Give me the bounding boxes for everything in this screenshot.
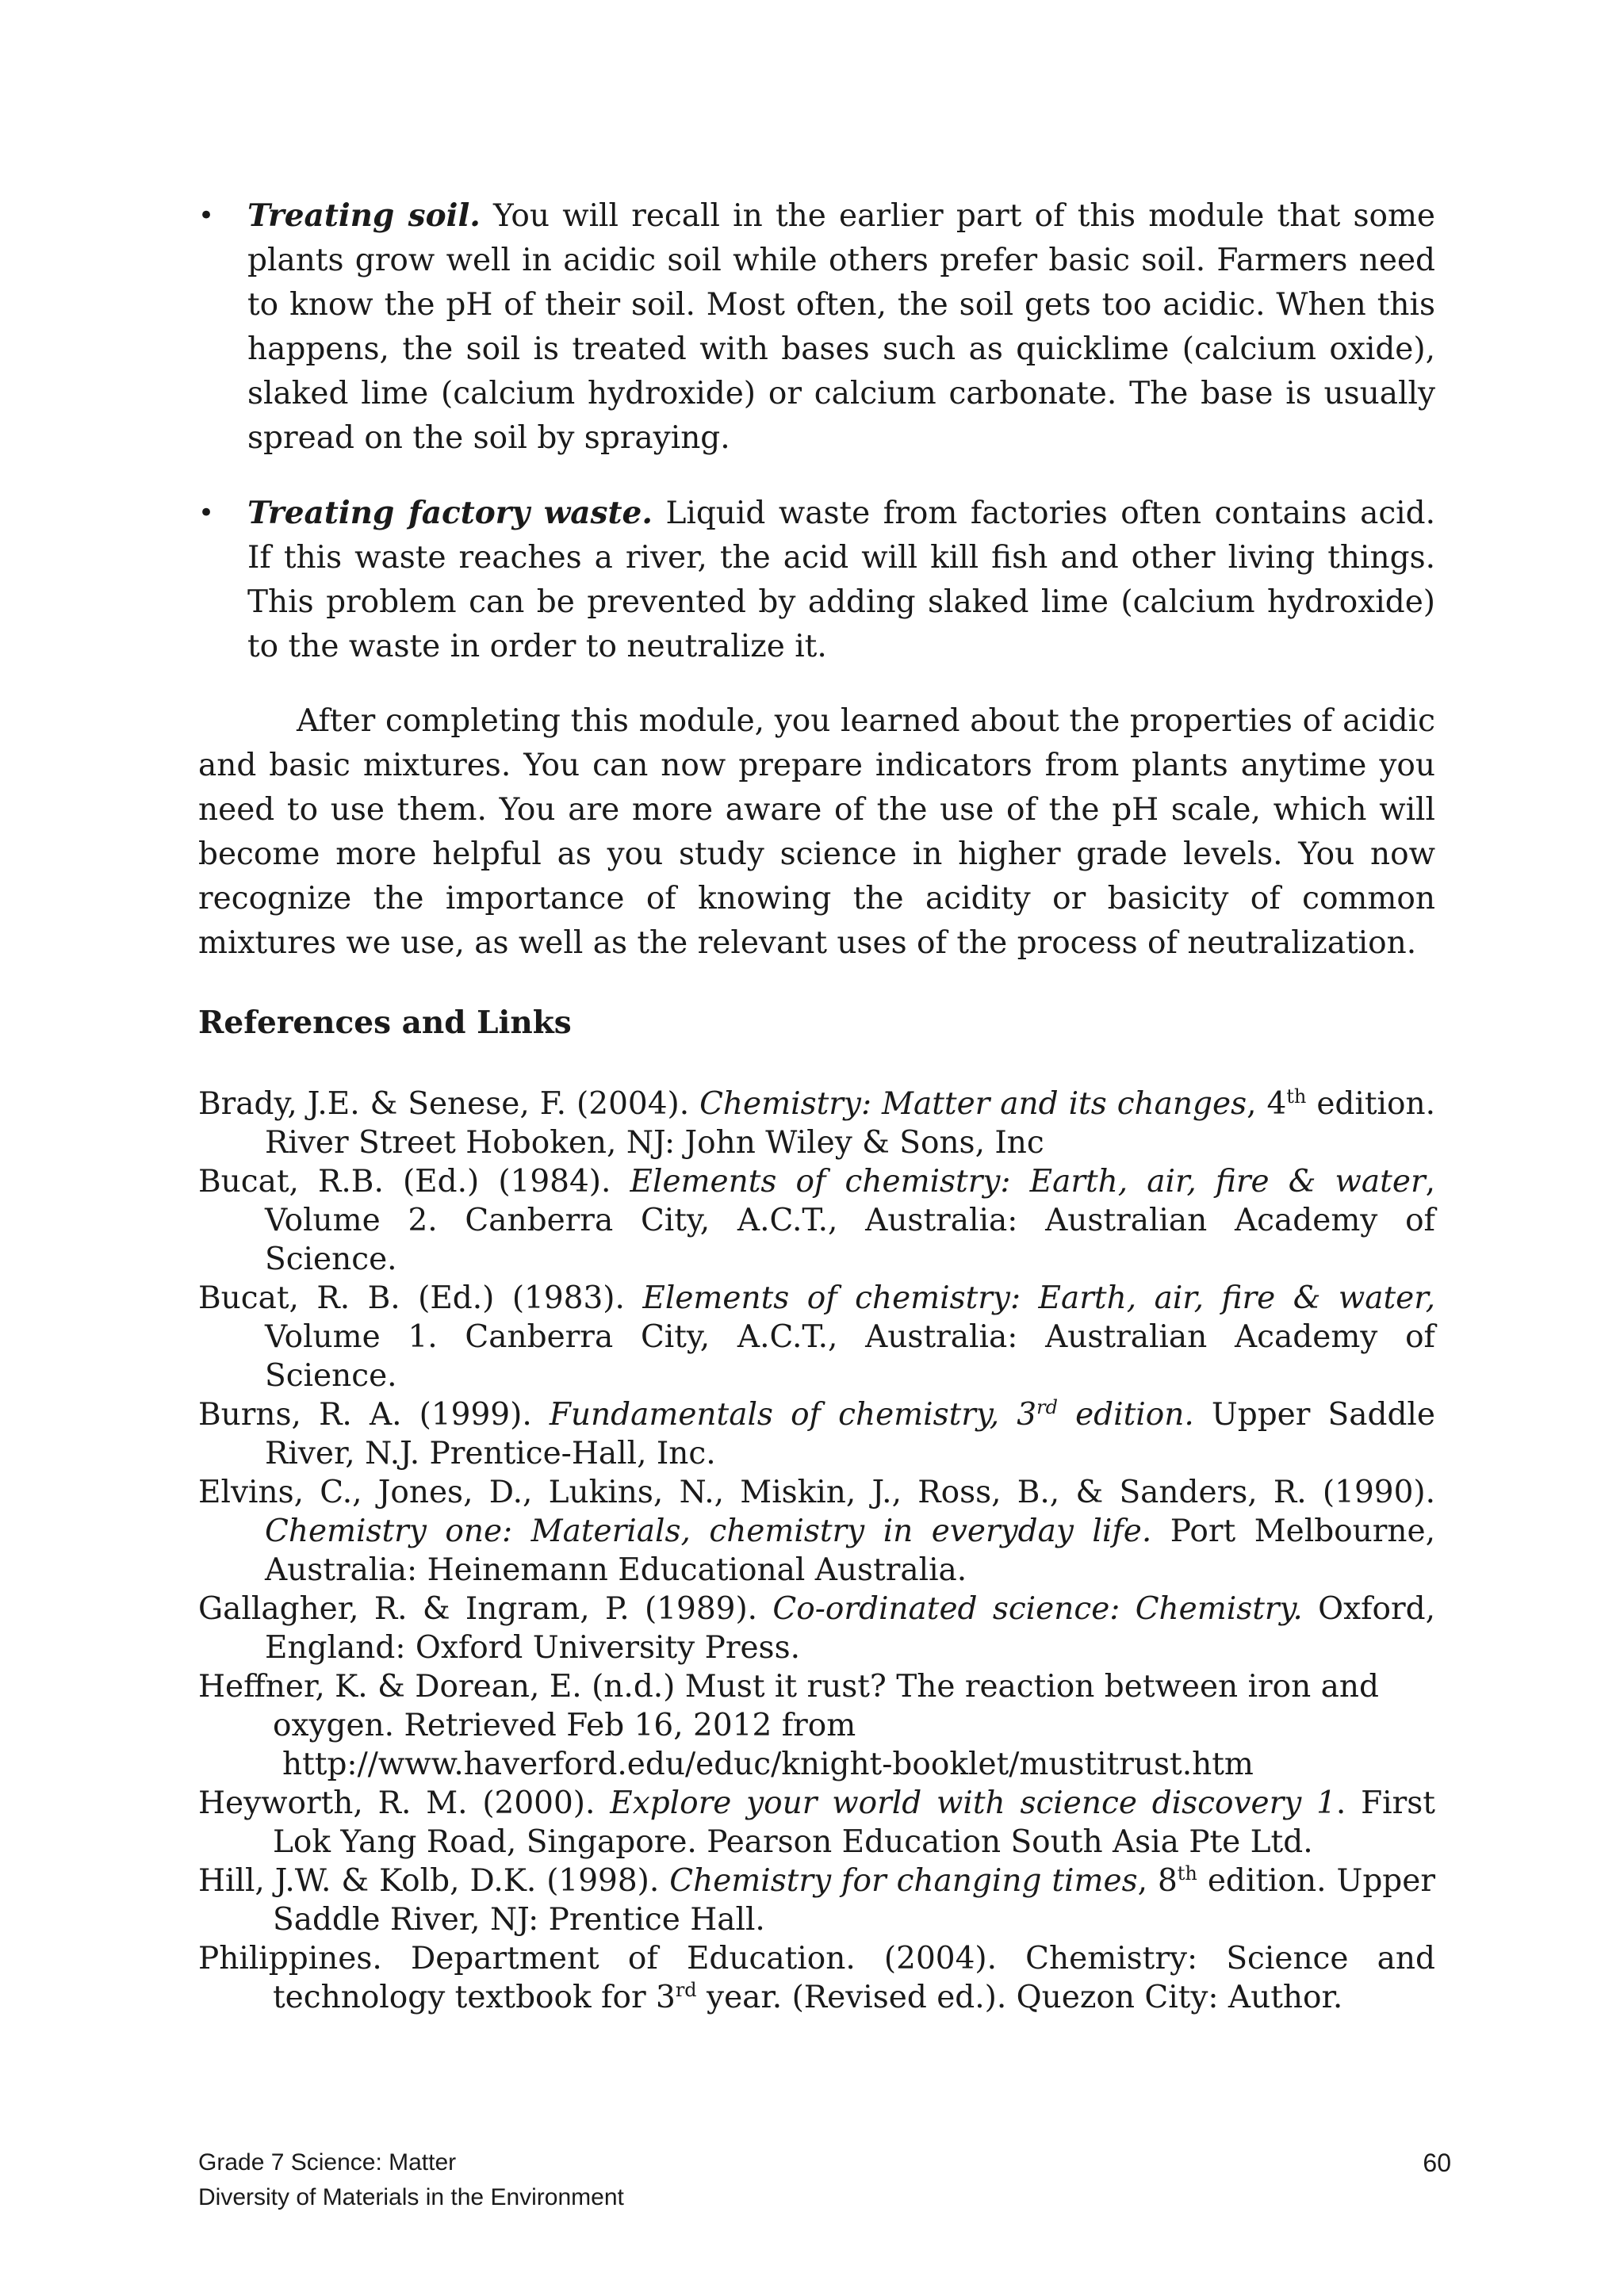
reference-authors: Heyworth, R. M. (2000). <box>198 1785 611 1821</box>
reference-authors: Burns, R. A. (1999). <box>198 1397 550 1433</box>
reference-item <box>198 1667 1435 1784</box>
reference-publisher: Oxford, England: Oxford University Press. <box>265 1591 1435 1666</box>
reference-publisher: , Volume 2. Canberra City, A.C.T., Australia: Australian Academy of Science. <box>265 1164 1435 1277</box>
reference-item <box>198 1395 1435 1473</box>
reference-item <box>198 1939 1435 2017</box>
reference-publisher: . First Lok Yang Road, Singapore. Pearson Education South Asia Pte Ltd. <box>273 1785 1435 1860</box>
reference-publisher: Upper Saddle River, N.J. Prentice-Hall, Inc. <box>265 1397 1435 1471</box>
reference-title: Fundamentals of chemistry, 3 <box>549 1397 1037 1433</box>
reference-superscript: th <box>1177 1862 1197 1885</box>
reference-item <box>198 1473 1435 1590</box>
footer-left <box>198 2145 624 2215</box>
reference-edition: , 4 <box>1247 1086 1287 1122</box>
reference-superscript: rd <box>675 1979 697 2001</box>
reference-title: Elements of chemistry: Earth, air, fire & water, <box>642 1280 1436 1316</box>
bullet-item <box>198 491 1435 669</box>
footer-course-title: Grade 7 Science: Matter <box>198 2149 457 2175</box>
bullet-text: Liquid waste from factories often contains acid. If this waste reaches a river, the acid will kill fish and other living things. This problem can be prevented by adding slaked lime (calcium hydroxide) to the waste in order to neutralize it. <box>247 496 1435 664</box>
reference-authors: Elvins, C., Jones, D., Lukins, N., Miskin, J., Ross, B., & Sanders, R. (1990). <box>198 1475 1435 1510</box>
reference-url: http://www.haverford.edu/educ/knight-booklet/mustitrust.htm <box>282 1747 1254 1782</box>
page-number: 60 <box>1423 2149 1451 2177</box>
reference-item <box>198 1085 1435 1162</box>
page-body <box>198 193 1435 2017</box>
bullet-icon: • <box>198 497 215 529</box>
reference-superscript: rd <box>1036 1396 1058 1418</box>
reference-authors: Brady, J.E. & Senese, F. (2004). <box>198 1086 700 1122</box>
reference-publisher: edition. Upper Saddle River, NJ: Prentice Hall. <box>273 1863 1435 1938</box>
reference-title: Chemistry for changing times <box>669 1863 1138 1899</box>
reference-item <box>198 1279 1435 1395</box>
reference-publisher: Volume 1. Canberra City, A.C.T., Australia: Australian Academy of Science. <box>265 1319 1435 1394</box>
bullet-item <box>198 193 1435 461</box>
summary-paragraph: After completing this module, you learned about the properties of acidic and basic mixtures. You can now prepare indicators from plants anytime you need to use them. You are more aware of the use of the pH scale, which will become more helpful as you study science in higher grade levels. You now recognize the importance of knowing the acidity or basicity of common mixtures we use, as well as the relevant uses of the process of neutralization. <box>198 703 1435 961</box>
reference-authors: Philippines. Department of Education. (2004). Chemistry: Science and technology textbook for 3 <box>198 1941 1435 2015</box>
reference-authors: Gallagher, R. & Ingram, P. (1989). <box>198 1591 773 1627</box>
reference-authors: Hill, J.W. & Kolb, D.K. (1998). <box>198 1863 670 1899</box>
reference-superscript: th <box>1286 1085 1307 1108</box>
reference-publisher: Port Melbourne, Australia: Heinemann Educational Australia. <box>265 1513 1435 1588</box>
reference-title: Explore your world with science discovery 1 <box>610 1785 1336 1821</box>
reference-item <box>198 1590 1435 1667</box>
reference-item <box>198 1784 1435 1862</box>
bullet-list <box>198 193 1435 669</box>
reference-item <box>198 1862 1435 1939</box>
reference-publisher: edition. River Street Hoboken, NJ: John Wiley & Sons, Inc <box>265 1086 1436 1161</box>
reference-title: Chemistry: Matter and its changes <box>699 1086 1247 1122</box>
reference-title: Co-ordinated science: Chemistry. <box>772 1591 1303 1627</box>
bullet-text: You will recall in the earlier part of this module that some plants grow well in acidic soil while others prefer basic soil. Farmers need to know the pH of their soil. Most often, the soil gets too acidic. When this happens, the soil is treated with bases such as quicklime (calcium oxide), slaked lime (calcium hydroxide) or calcium carbonate. The base is usually spread on the soil by spraying. <box>247 198 1436 456</box>
reference-title: Elements of chemistry: Earth, air, fire & water <box>630 1164 1426 1200</box>
reference-title: Chemistry one: Materials, chemistry in everyday life. <box>265 1513 1152 1549</box>
reference-list <box>198 1085 1435 2017</box>
footer-module-title: Diversity of Materials in the Environment <box>198 2184 624 2210</box>
reference-publisher: year. (Revised ed.). Quezon City: Author. <box>696 1980 1343 2015</box>
reference-title-suffix: edition. <box>1057 1397 1194 1433</box>
reference-authors: Bucat, R.B. (Ed.) (1984). <box>198 1164 630 1200</box>
reference-authors: Bucat, R. B. (Ed.) (1983). <box>198 1280 643 1316</box>
reference-edition: , 8 <box>1137 1863 1178 1899</box>
references-heading: References and Links <box>198 1004 572 1041</box>
reference-authors: Heffner, K. & Dorean, E. (n.d.) Must it rust? The reaction between iron and oxygen. Retrieved Feb 16, 2012 from <box>198 1669 1380 1743</box>
bullet-lead: Treating factory waste. <box>247 495 653 531</box>
bullet-lead: Treating soil. <box>247 197 481 234</box>
bullet-icon: • <box>198 200 215 232</box>
reference-item <box>198 1162 1435 1279</box>
